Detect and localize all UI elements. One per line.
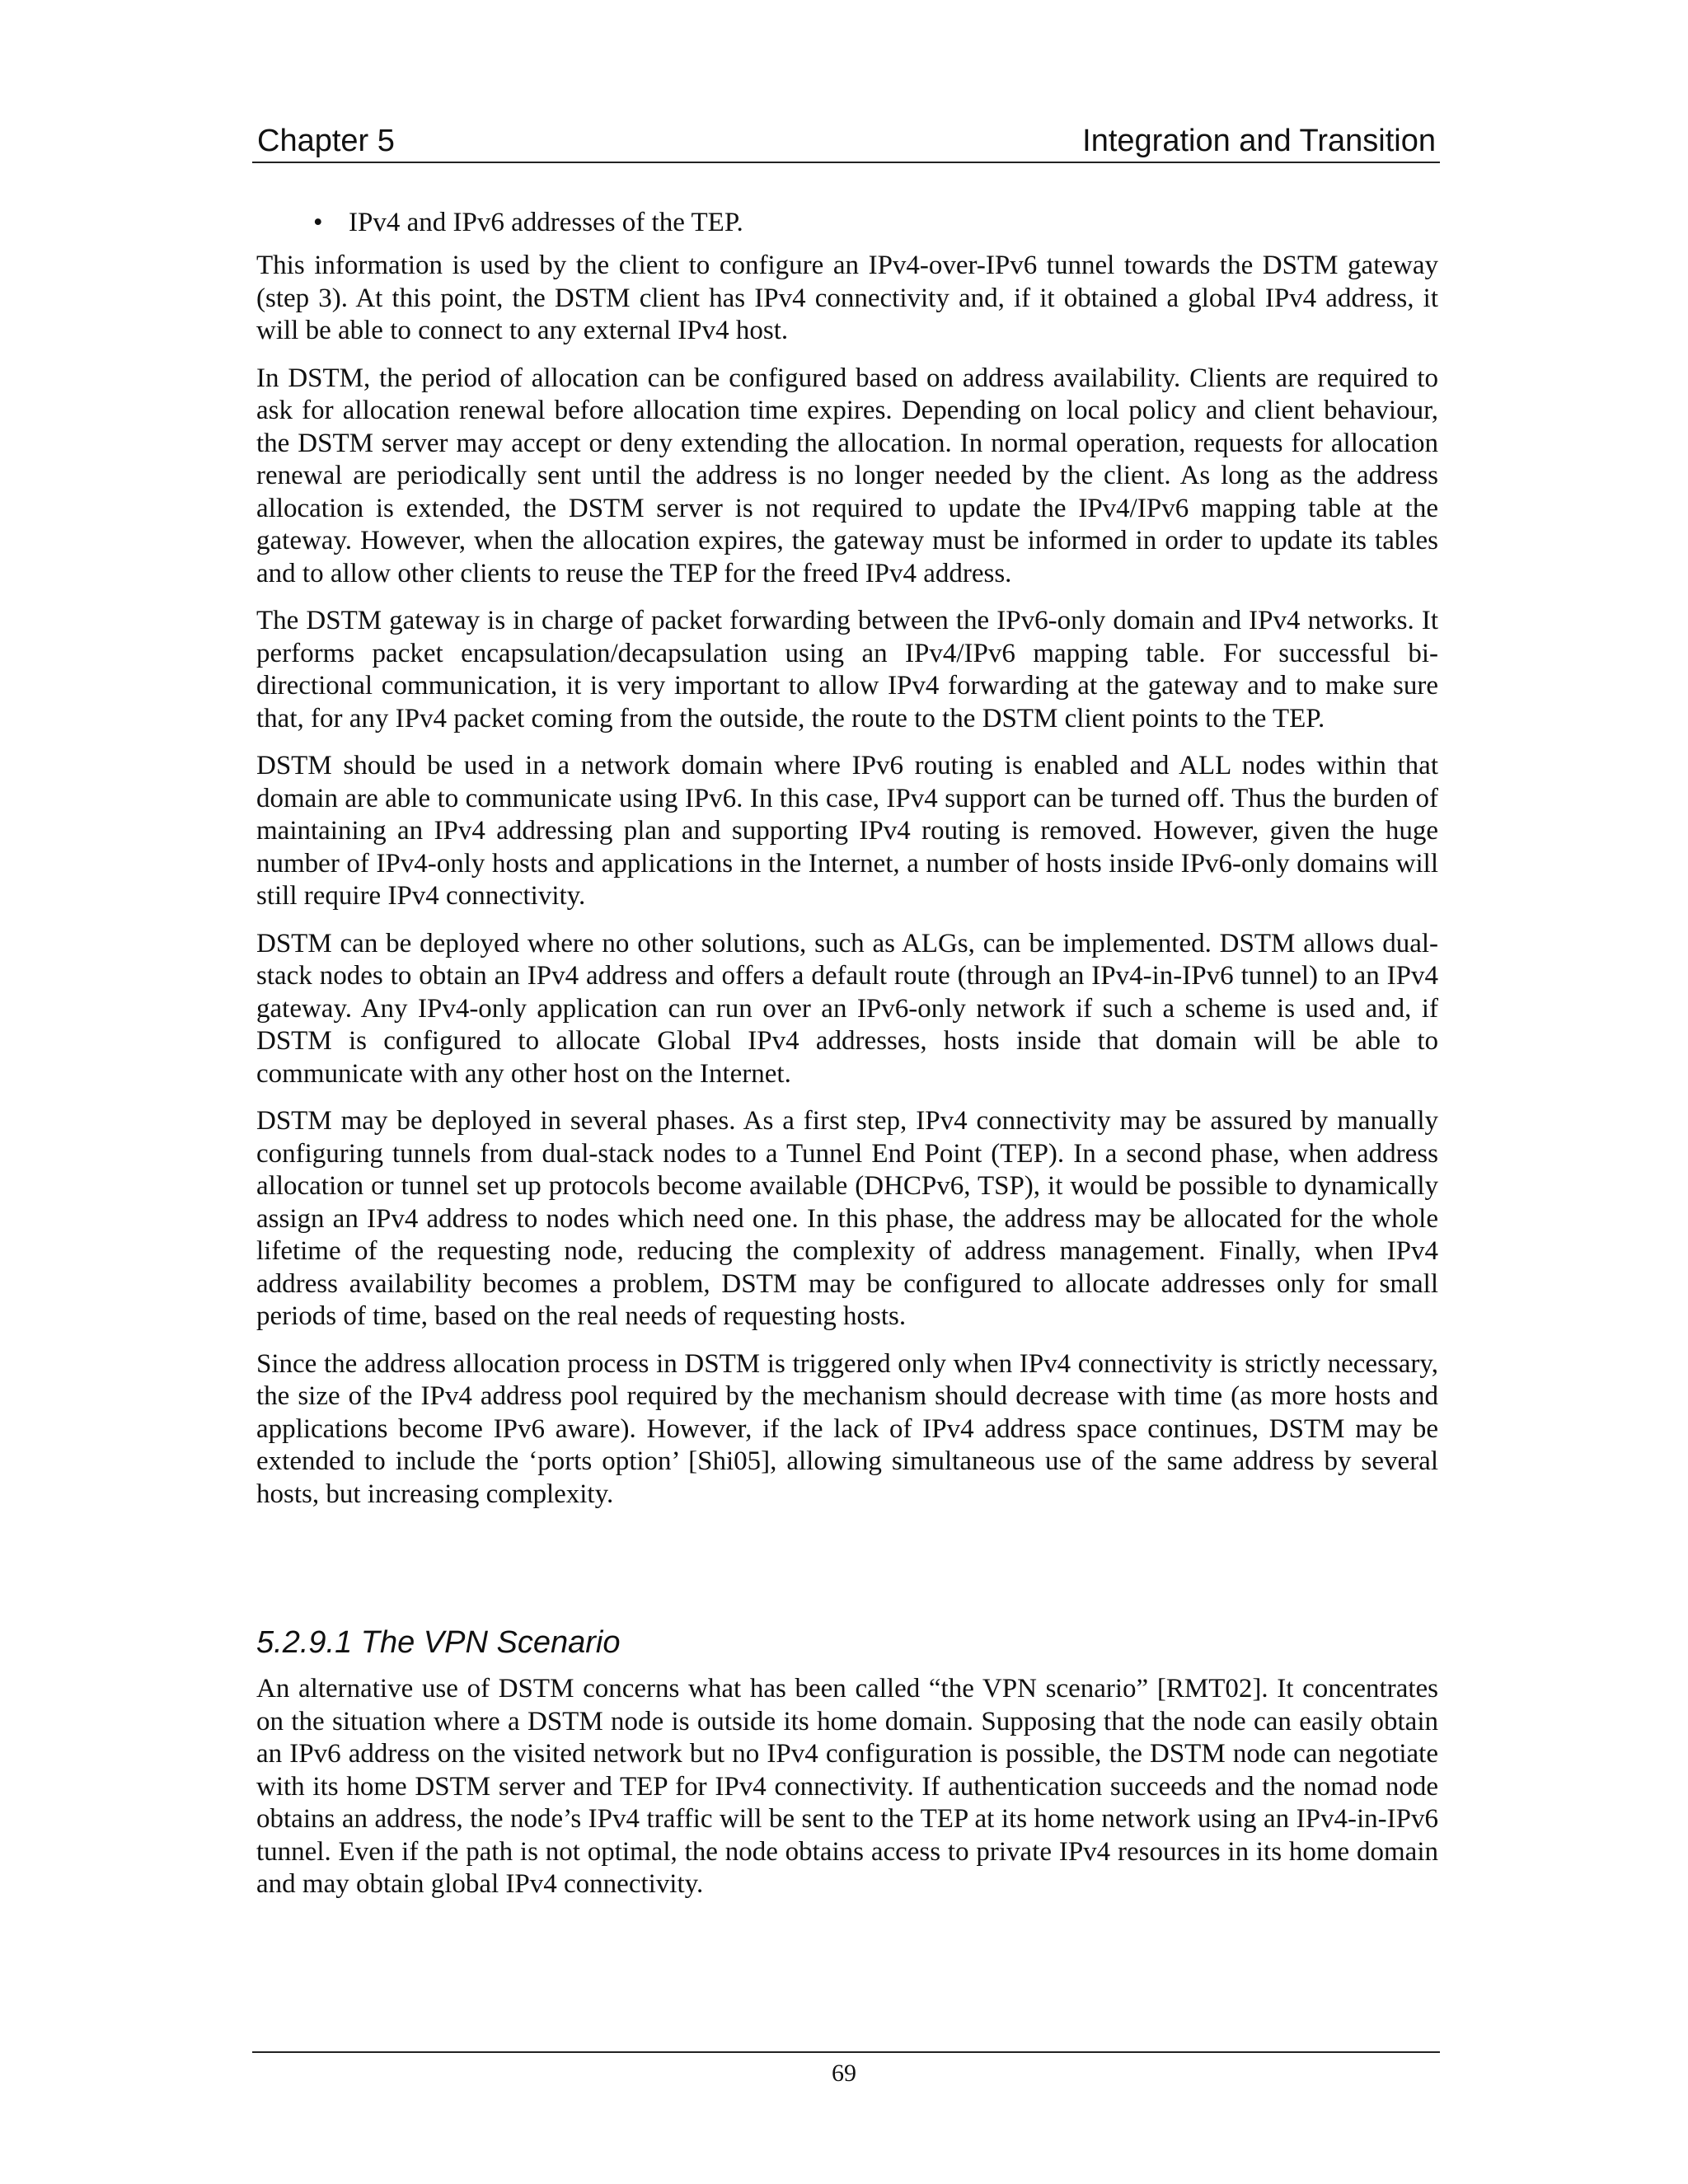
bullet-text: IPv4 and IPv6 addresses of the TEP. bbox=[349, 208, 743, 237]
bullet-item bbox=[313, 206, 743, 239]
paragraph: DSTM can be deployed where no other solutions, such as ALGs, can be implemented. DSTM allows dual-stack nodes to obtain an IPv4 address and offers a default route (through an IPv4-in-IPv6 tunnel) to an IPv4 gateway. Any IPv4-only application can run over an IPv6-only network if such a scheme is used and, if DSTM is configured to allocate Global IPv4 addresses, hosts inside that domain will be able to communicate with any other host on the Internet. bbox=[256, 928, 1438, 1089]
footer-rule bbox=[252, 2051, 1440, 2053]
page-number: 69 bbox=[832, 2060, 856, 2087]
paragraph: Since the address allocation process in DSTM is triggered only when IPv4 connectivity is strictly necessary, the size of the IPv4 address pool required by the mechanism should decrease with time (as more hosts and applications become IPv6 aware). However, if the lack of IPv4 address space continues, DSTM may be extended to include the ‘ports option’ [Shi05], allowing simultaneous use of the same address by several hosts, but increasing complexity. bbox=[256, 1348, 1438, 1509]
paragraph: In DSTM, the period of allocation can be configured based on address availability. Clients are required to ask for allocation renewal before allocation time expires. Depending on local policy and client behaviour, the DSTM server may accept or deny extending the allocation. In normal operation, requests for allocation renewal are periodically sent until the address is no longer needed by the client. As long as the address allocation is extended, the DSTM server is not required to update the IPv4/IPv6 mapping table at the gateway. However, when the allocation expires, the gateway must be informed in order to update its tables and to allow other clients to reuse the TEP for the freed IPv4 address. bbox=[256, 363, 1438, 588]
chapter-title: Integration and Transition bbox=[1082, 124, 1436, 158]
paragraph: An alternative use of DSTM concerns what has been called “the VPN scenario” [RMT02]. It concentrates on the situation where a DSTM node is outside its home domain. Supposing that the node can easily obtain an IPv6 address on the visited network but no IPv4 configuration is possible, the DSTM node can negotiate with its home DSTM server and TEP for IPv4 connectivity. If authentication succeeds and the nomad node obtains an address, the node’s IPv4 traffic will be sent to the TEP at its home network using an IPv4-in-IPv6 tunnel. Even if the path is not optimal, the node obtains access to private IPv4 resources in its home domain and may obtain global IPv4 connectivity. bbox=[256, 1674, 1438, 1899]
header-rule bbox=[252, 162, 1440, 163]
paragraph: DSTM may be deployed in several phases. As a first step, IPv4 connectivity may be assured by manually configuring tunnels from dual-stack nodes to a Tunnel End Point (TEP). In a second phase, when address allocation or tunnel set up protocols become available (DHCPv6, TSP), it would be possible to dynamically assign an IPv4 address to nodes which need one. In this phase, the address may be allocated for the whole lifetime of the requesting node, reducing the complexity of address management. Finally, when IPv4 address availability becomes a problem, DSTM may be configured to allocate addresses only for small periods of time, based on the real needs of requesting hosts. bbox=[256, 1106, 1438, 1331]
bullet-symbol: • bbox=[313, 208, 323, 237]
chapter-label: Chapter 5 bbox=[257, 124, 395, 158]
body-text-block bbox=[256, 250, 1438, 1526]
paragraph: DSTM should be used in a network domain where IPv6 routing is enabled and ALL nodes within that domain are able to communicate using IPv6. In this case, IPv4 support can be turned off. Thus the burden of maintaining an IPv4 addressing plan and supporting IPv4 routing is removed. However, given the huge number of IPv4-only hosts and applications in the Internet, a number of hosts inside IPv6-only domains will still require IPv4 connectivity. bbox=[256, 751, 1438, 911]
section-text-block bbox=[256, 1673, 1438, 1916]
paragraph: This information is used by the client to configure an IPv4-over-IPv6 tunnel towards the DSTM gateway (step 3). At this point, the DSTM client has IPv4 connectivity and, if it obtained a global IPv4 address, it will be able to connect to any external IPv4 host. bbox=[256, 251, 1438, 345]
section-heading: 5.2.9.1 The VPN Scenario bbox=[256, 1625, 621, 1660]
page-header bbox=[252, 120, 1439, 162]
paragraph: The DSTM gateway is in charge of packet forwarding between the IPv6-only domain and IPv4 networks. It performs packet encapsulation/decapsulation using an IPv4/IPv6 mapping table. For successful bi-directional communication, it is very important to allow IPv4 forwarding at the gateway and to make sure that, for any IPv4 packet coming from the outside, the route to the DSTM client points to the TEP. bbox=[256, 606, 1438, 733]
